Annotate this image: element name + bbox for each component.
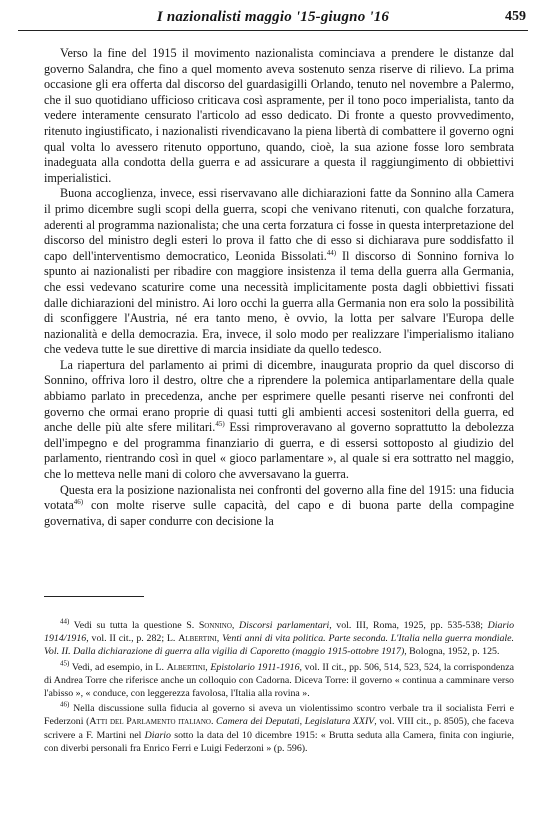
work-title: Diario 1914/1916 <box>44 620 515 645</box>
author-name: Albertini <box>166 661 206 673</box>
footnote-ref: 44) <box>326 248 337 257</box>
footnotes <box>44 619 514 757</box>
footnote-text: , vol. II cit., p. 282; L. <box>86 633 179 645</box>
footnote-text: , vol. II cit., pp. 506, 514, 523, 524, la corrispondenza di Andrea Torre che riferisce anche un colloquio con Cadorna. Diceva Torre: il governo « continua a camminare verso l'abisso », « conduce, con leggerezza favolosa, l'Italia alla rovina ». <box>44 661 515 700</box>
footnote-text: , vol. VIII cit., p. 8505), che faceva scrivere a F. Martini nel <box>44 716 514 741</box>
paragraph-text: Questa era la posizione nazionalista nei confronti del governo alla fine del 1915: una fiducia votata <box>44 482 514 513</box>
author-name: Albertini <box>178 633 217 645</box>
paragraph <box>44 358 514 483</box>
paragraph-text: Buona accoglienza, invece, essi riservavano alle dichiarazioni fatte da Sonnino alla Camera il primo dicembre sugli scopi della guerra, scopi che venivano ritenuti, con qualche forzatura, aderenti al programma nazionalista; che una certa forzatura ci fosse in questa interpretazione del discorso del ministro degli esteri lo prova il fatto che di esso si dichiarava pure soddisfatto il capo dell'interventismo democratico, Leonida Bissolati. <box>44 186 515 263</box>
footnote-ref: 45) <box>215 420 225 429</box>
paragraph-text: Il discorso di Sonnino forniva lo spunto ai nazionalisti per ribadire con maggiore insistenza il tema della guerra alla Germania, che essi vedevano scaturire come una necessità implicitamente posta dagli obbiettivi fissati dalle dichiarazioni del ministro. Ai loro occhi la guerra alla Germania non era solo la possibilità di sconfiggere l'Austria, né era tanto meno, è ovvio, la lotta per salvare l'Europa delle nazionalità e della democrazia. Era, invece, il solo modo per realizzare l'imperialismo italiano che vedeva tutte le sue direttive di marcia insidiate da quello tedesco. <box>44 248 514 357</box>
footnote <box>44 661 514 701</box>
running-title: I nazionalisti maggio '15-giugno '16 <box>156 9 390 25</box>
footnote-ref: 46) <box>73 498 84 507</box>
footnote-text: sotto la data del 10 dicembre 1915: « Brutta seduta alla Camera, finita con ingiurie, con diverbi personali fra Enrico Ferri e Luigi Federzoni » (p. 596). <box>44 729 514 754</box>
running-head <box>18 8 528 31</box>
footnote-separator <box>44 596 144 597</box>
footnote <box>44 619 514 659</box>
work-title: Epistolario 1911-1916 <box>210 661 300 673</box>
footnote-text: . <box>210 716 217 728</box>
paragraph: Verso la fine del 1915 il movimento nazionalista cominciava a prendere le distanze dal governo Salandra, che fino a quel momento aveva sostenuto senza riserve di rilievo. La prima occasione gli era offerta dal discorso del guardasigilli Orlando, tenuto nel novembre a Palermo, che il suo quotidiano ufficioso criticava così aspramente, per il tono poco imperialista, tanto da vedere interamente censurato l'articolo ad esso dedicato. Di fronte a questo provvedimento, ritenuto ingiustificato, i nazionalisti rivendicavano la piena libertà di combattere il governo ogni qual volta lo avessero ritenuto opportuno, quando, cioè, la sua azione fosse loro sembrata inadeguata alla condotta della guerra e ad assicurare a questa il raggiungimento di obbiettivi imperialistici. <box>44 46 514 185</box>
footnote-text: , <box>216 633 223 645</box>
footnote-number: 44) <box>60 617 70 626</box>
work-title: Camera dei Deputati, Legislatura XXIV <box>216 716 375 728</box>
paragraph <box>44 483 514 530</box>
footnote-text: , <box>205 661 211 673</box>
footnote-number: 46) <box>60 700 70 709</box>
author-name: Sonnino <box>198 620 232 631</box>
footnote-text: , vol. III, Roma, 1925, pp. 535-538; <box>329 620 488 631</box>
page-number: 459 <box>505 9 526 24</box>
work-title: Diario <box>144 729 171 741</box>
work-title: Discorsi parlamentari <box>239 620 330 631</box>
footnote-text: Vedi su tutta la questione S. <box>69 620 199 631</box>
footnote-text: Vedi, ad esempio, in L. <box>69 661 167 673</box>
paragraph-text: La riapertura del parlamento ai primi di dicembre, inaugurata proprio da quel discorso di Sonnino, offriva loro il destro, oltre che a riprendere la polemica antiparlamentare della quale abbiamo parlato in precedenza, anche per esprimere quelle pesanti riserve nei confronti del governo che ormai erano proprie di quasi tutti gli ambienti accesi sostenitori della guerra, ed anche delle più alte sfere militari. <box>44 357 514 435</box>
footnote <box>44 702 514 755</box>
paragraph <box>44 186 514 358</box>
source-name: Atti del Parlamento italiano <box>89 716 211 728</box>
footnote-text: , <box>231 620 240 631</box>
footnote-text: , Bologna, 1952, p. 125. <box>404 646 500 658</box>
footnote-text: Nella discussione sulla fiducia al governo si aveva un violentissimo scontro verbale tra il socialista Ferri e Federzoni ( <box>44 703 514 728</box>
main-text <box>44 46 514 529</box>
paragraph-text: Essi rimproveravano al governo soprattutto la debolezza dell'impegno e del programma finanziario di guerra, e di essersi sottoposto al giudizio del parlamento, rientrando così in quel « gioco parlamentare », al quale si era sottratto nel maggio, che lo metteva nelle mani di coloro che avversavano la guerra. <box>44 420 514 482</box>
footnote-number: 45) <box>60 659 70 668</box>
work-title: Venti anni di vita politica. Parte seconda. L'Italia nella guerra mondiale. Vol. II. Dalla dichiarazione di guerra alla vigilia di Caporetto (maggio 1915-ottobre 1917) <box>44 633 515 658</box>
paragraph-text: con molte riserve sulle capacità, del capo e di buona parte della compagine governativa, di saper condurre con decisione la <box>44 498 514 528</box>
